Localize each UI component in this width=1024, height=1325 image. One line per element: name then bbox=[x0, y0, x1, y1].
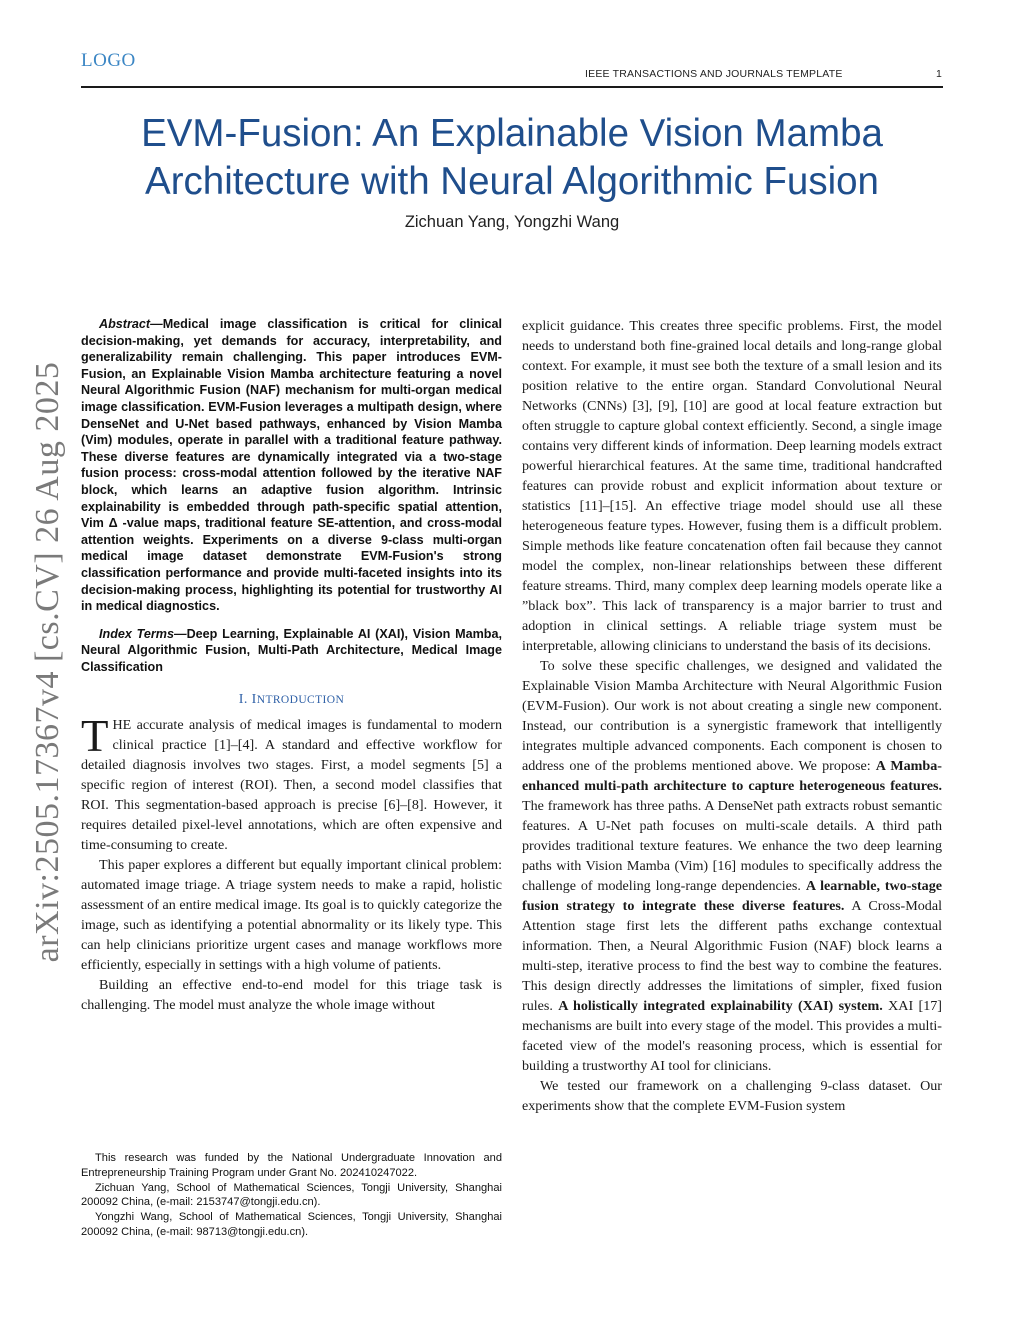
intro-paragraph-2: This paper explores a different but equally important clinical problem: automated image triage. A triage system needs to make a rapid, holistic assessment of an entire medical image. Its goal is to quickly categorize the image, such as identifying a potential abnormality or its likely type. This can help clinicians prioritize urgent cases and manage workflows more efficiently, especially in settings with a high volume of patients. bbox=[81, 857, 502, 974]
section-heading-introduction: I. INTRODUCTION bbox=[238, 692, 345, 708]
right-column bbox=[522, 316, 942, 1116]
contribution-1: A Mamba-enhanced multi-path architecture to capture heterogeneous features. bbox=[522, 758, 943, 794]
footnotes bbox=[81, 1151, 502, 1240]
author-list: Zichuan Yang, Yongzhi Wang bbox=[404, 213, 620, 231]
contribution-2: A learnable, two-stage fusion strategy to integrate these diverse features. bbox=[522, 878, 943, 914]
footnote-author-1: Zichuan Yang, School of Mathematical Sciences, Tongji University, Shanghai 200092 China, (e-mail: 2153747@tongji.edu.cn). bbox=[81, 1181, 502, 1209]
arxiv-watermark: arXiv:2505.17367v4 [cs.CV] 26 Aug 2025 bbox=[29, 361, 66, 963]
intro-paragraph-3: Building an effective end-to-end model for this triage task is challenging. The model must analyze the whole image without bbox=[81, 977, 502, 1014]
abstract-label: Abstract— bbox=[99, 317, 163, 331]
right-paragraph-1: explicit guidance. This creates three specific problems. First, the model needs to understand both fine-grained local details and long-range global context. For example, it must see both the texture of a small lesion and its position relative to the entire organ. Standard Convolutional Neural Networks (CNNs) [3], [9], [10] are good at local feature extraction but often struggle to capture global context efficiently. Second, a single image contains very different kinds of information. Deep learning models extract powerful hierarchical features. At the same time, traditional handcrafted features can provide robust and explicit information about texture or statistics [11]–[15]. An effective triage model should use all these heterogeneous feature types. However, fusing them is a difficult problem. Simple methods like feature concatenation often fail because they cannot model the complex, non-linear relationships between these different feature streams. Third, many complex deep learning models operate like a ”black box”. This lack of transparency is a major barrier to trust and adoption in clinical settings. A reliable triage system must be interpretable, allowing clinicians to understand the basis of its decisions. bbox=[522, 318, 942, 654]
abstract-text: Medical image classification is critical for clinical decision-making, yet demands for accuracy, interpretability, and generalizability remain challenging. This paper introduces EVM-Fusion, an Explainable Vision Mamba architecture featuring a novel Neural Algorithmic Fusion (NAF) mechanism for multi-organ medical image classification. EVM-Fusion leverages a multipath design, where DenseNet and U-Net based pathways, enhanced by Vision Mamba (Vim) modules, operate in parallel with a traditional feature pathway. These diverse features are dynamically integrated via a two-stage fusion process: cross-modal attention followed by the iterative NAF block, which learns an adaptive fusion algorithm. Intrinsic explainability is embedded through path-specific spatial attention, Vim Δ -value maps, traditional feature SE-attention, and cross-modal attention weights. Experiments on a diverse 9-class multi-organ medical image dataset demonstrate EVM-Fusion's strong classification performance and provide multi-faceted insights into its decision-making process, highlighting its potential for trustworthy AI in medical diagnostics. bbox=[81, 317, 502, 614]
index-terms-label: Index Terms— bbox=[99, 626, 187, 641]
footnote-funding: This research was funded by the National Undergraduate Innovation and Entrepreneurship Training Program under Grant No. 202410247022. bbox=[81, 1152, 502, 1179]
footnote-author-2: Yongzhi Wang, School of Mathematical Sciences, Tongji University, Shanghai 200092 China, (e-mail: 98713@tongji.edu.cn). bbox=[81, 1211, 502, 1238]
right-paragraph-2: To solve these specific challenges, we designed and validated the Explainable Vision Mamba Architecture with Neural Algorithmic Fusion (EVM-Fusion). Our work is not about creating a single new component. Instead, our contribution is a synergistic framework that intelligently integrates multiple advanced components. Each component is chosen to address one of the problems mentioned above. We propose: A Mamba-enhanced multi-path architecture to capture heterogeneous features. The framework has three paths. A DenseNet path extracts robust semantic features. A U-Net path focuses on multi-scale details. A third path provides traditional texture features. We enhance the two deep learning paths with Vision Mamba (Vim) [16] modules to specifically address the challenge of modeling long-range dependencies. A learnable, two-stage fusion strategy to integrate these diverse features. A Cross-Modal Attention stage first lets the different paths exchange contextual information. Then, a Neural Algorithmic Fusion (NAF) block learns a multi-step, iterative process to find the best way to combine the features. This design directly addresses the limitations of simpler, fixed fusion rules. A holistically integrated explainability (XAI) system. XAI [17] mechanisms are built into every stage of the model. This provides a multi-faceted view of the model's reasoning process, which is essential for building a trustworthy AI tool for clinicians. bbox=[522, 658, 943, 1074]
index-terms bbox=[81, 626, 502, 676]
right-paragraph-3: We tested our framework on a challenging 9-class dataset. Our experiments show that the complete EVM-Fusion system bbox=[522, 1078, 942, 1114]
journal-logo: LOGO bbox=[81, 50, 136, 71]
abstract bbox=[81, 316, 502, 615]
index-terms-text: Deep Learning, Explainable AI (XAI), Vision Mamba, Neural Algorithmic Fusion, Multi-Path Architecture, Medical Image Classification bbox=[81, 626, 502, 674]
intro-first-word: HE bbox=[112, 717, 132, 734]
header-rule bbox=[81, 86, 943, 88]
contribution-3: A holistically integrated explainability (XAI) system. bbox=[558, 998, 883, 1014]
left-column bbox=[81, 316, 502, 1015]
drop-cap: T bbox=[81, 711, 109, 762]
running-head: IEEE TRANSACTIONS AND JOURNALS TEMPLATE bbox=[585, 68, 843, 80]
intro-paragraph-1: THE accurate analysis of medical images is fundamental to modern clinical practice [1]–[4]. A standard and effective workflow for detailed diagnosis involves two stages. First, a model segments [5] a specific region of interest (ROI). Then, a second model classifies that ROI. This segmentation-based approach is precise [6]–[8]. However, it requires detailed pixel-level annotations, which are often expensive and time-consuming to create. bbox=[81, 711, 502, 854]
page-number: 1 bbox=[936, 68, 942, 80]
paper-title: EVM-Fusion: An Explainable Vision Mamba Architecture with Neural Algorithmic Fusion bbox=[141, 112, 883, 203]
